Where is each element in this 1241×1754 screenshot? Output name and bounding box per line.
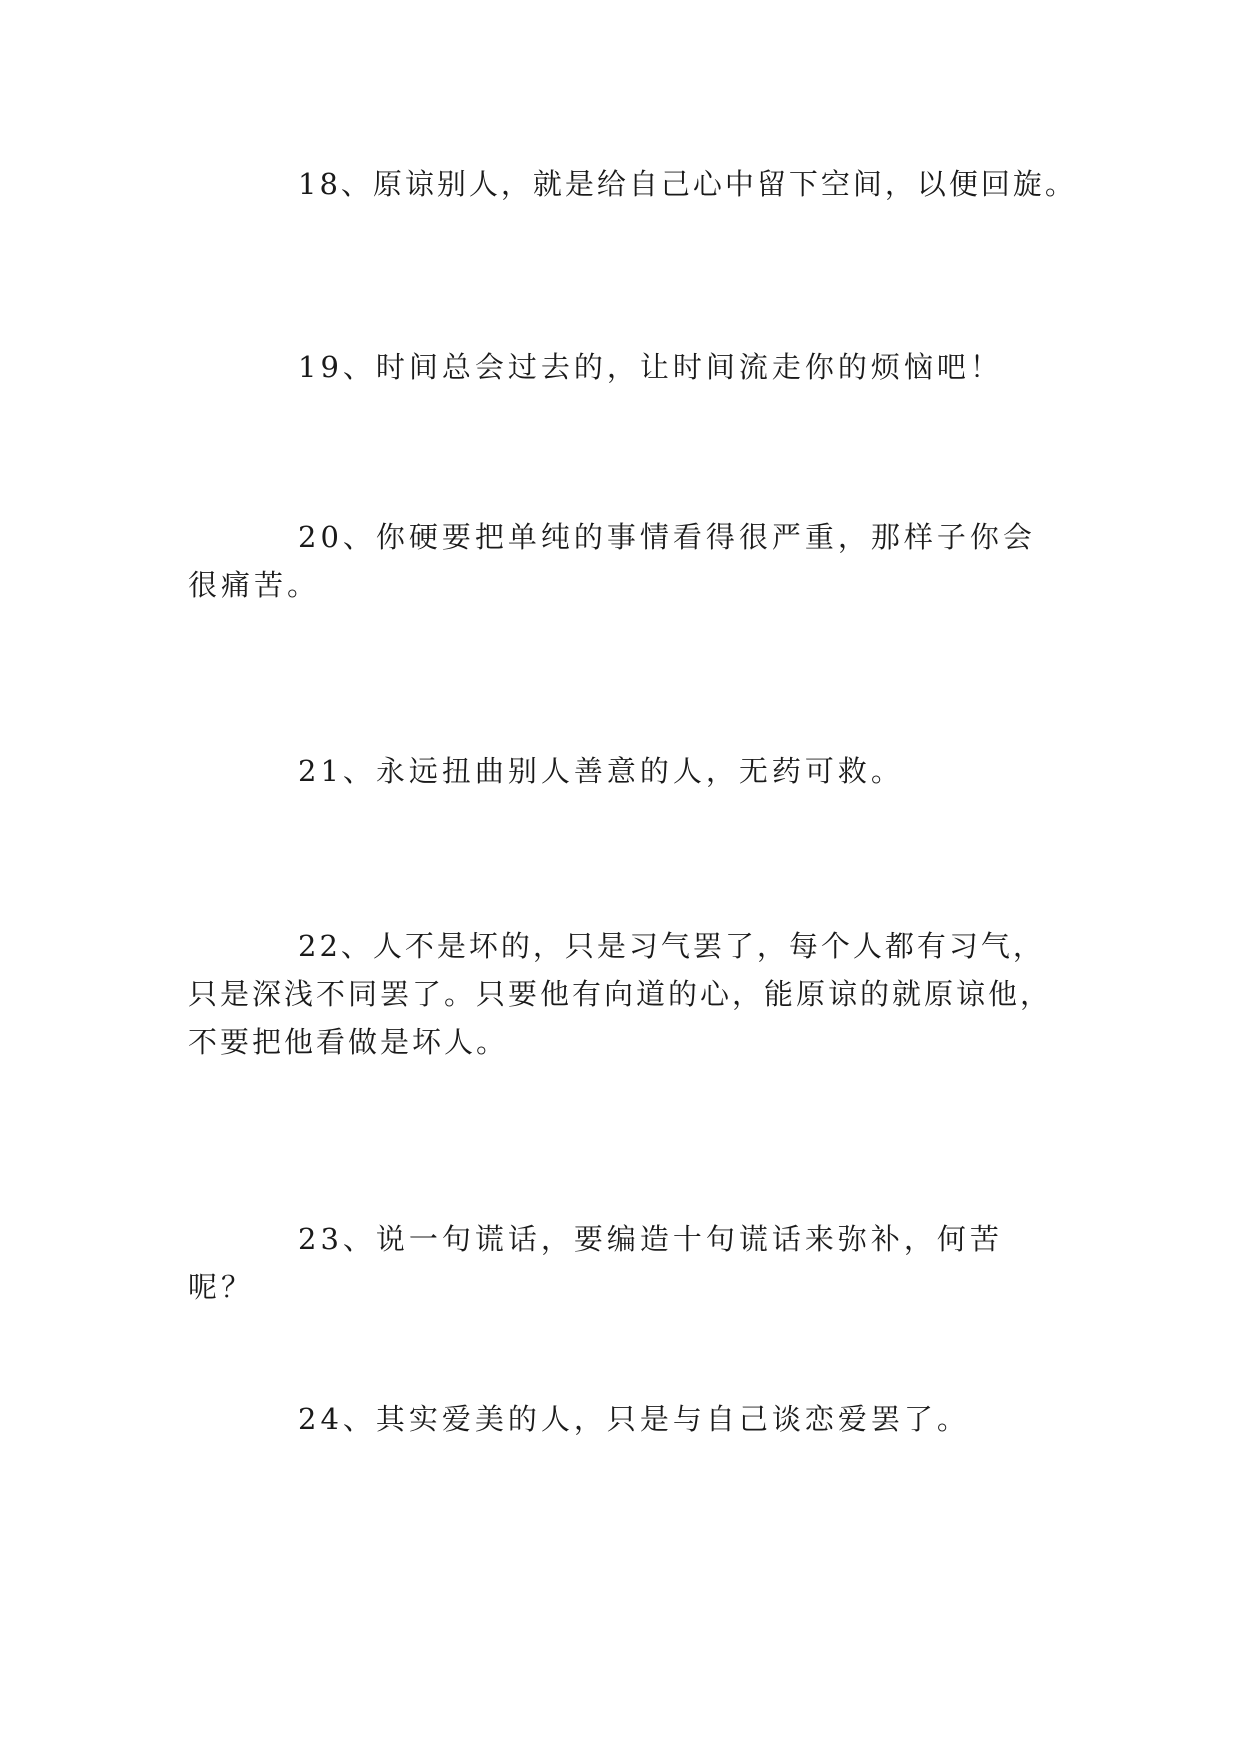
paragraph-19: 19、时间总会过去的，让时间流走你的烦恼吧！ [298,350,1003,384]
paragraph-24: 24、其实爱美的人，只是与自己谈恋爱罢了。 [298,1402,970,1436]
paragraph-18: 18、原谅别人，就是给自己心中留下空间，以便回旋。 [298,167,1077,201]
paragraph-20: 20、你硬要把单纯的事情看得很严重，那样子你会很痛苦。 [188,520,1036,602]
paragraph-22: 22、人不是坏的，只是习气罢了，每个人都有习气，只是深浅不同罢了。只要他有向道的心，能原谅的就原谅他，不要把他看做是坏人。 [188,929,1053,1059]
paragraph-21: 21、永远扭曲别人善意的人，无药可救。 [298,754,904,788]
paragraph-23: 23、说一句谎话，要编造十句谎话来弥补，何苦呢？ [188,1222,1003,1304]
